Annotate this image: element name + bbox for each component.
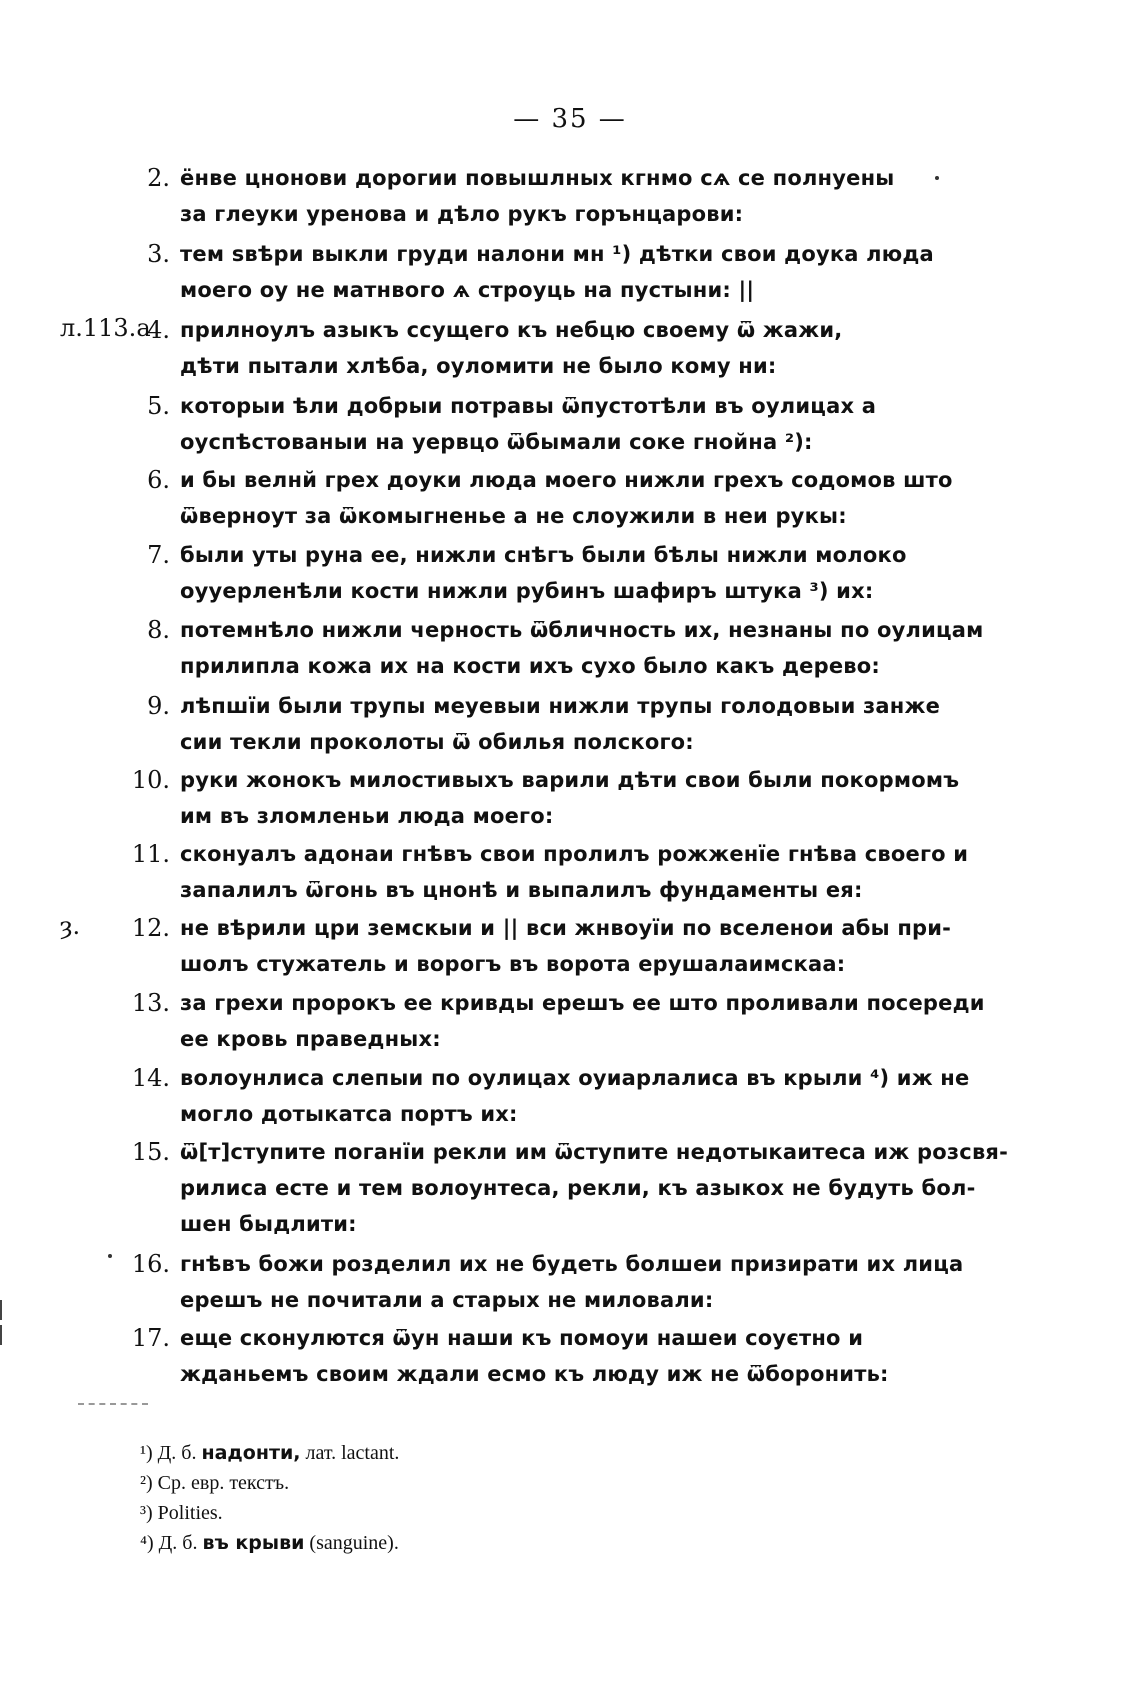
verse-line: ее кровь праведных: (180, 1027, 441, 1051)
verse-text (180, 388, 930, 460)
verse-line: могло дотыкатса портъ их: (180, 1102, 518, 1126)
verse (60, 1060, 970, 1132)
verse (60, 688, 941, 760)
verse-text (180, 762, 959, 834)
verse-line: прилноулъ азыкъ ссущего къ небцю своему ѿ жажи, (180, 318, 843, 342)
verse (60, 388, 930, 460)
verse-line: ѿ[т]ступите поганїи рекли им ѿступите недотыкаитеса иж розсвя- (180, 1140, 1009, 1164)
verse-line: потемнѣло нижли черность ѿбличность их, незнаны по оулицам (180, 618, 984, 642)
footnote-marker: ¹) (140, 1442, 153, 1464)
footnote-marker: ³) (140, 1502, 153, 1524)
verse-text (180, 1246, 963, 1318)
verse (60, 537, 930, 609)
verse-number: 6. (147, 466, 170, 494)
verse-text (180, 910, 951, 982)
verse-line: за глеуки уренова и дѣло рукъ горънцарови: (180, 202, 744, 226)
verse-number: 16. (131, 1250, 170, 1278)
verse-text (180, 236, 934, 308)
verse-line: руки жонокъ милостивыхъ варили дѣти свои были покормомъ (180, 768, 960, 792)
verse-number: 11. (131, 840, 170, 868)
verse-line: за грехи пророкъ ее кривды ерешъ ее што проливали посереди (180, 991, 985, 1015)
footnote (140, 1528, 840, 1558)
verse (60, 910, 952, 982)
verse-line: дѣти пытали хлѣба, оуломити не было кому ни: (180, 354, 777, 378)
verse-number: 4. (147, 316, 170, 344)
verse-number: 12. (131, 914, 170, 942)
verse-text (180, 985, 985, 1057)
verse-line: шолъ стужатель и ворогъ въ ворота ерушалаимскаа: (180, 952, 846, 976)
verse-text (180, 612, 984, 684)
verse-text (180, 1134, 1008, 1242)
verse-text (180, 537, 930, 609)
speck-mark (108, 1254, 112, 1258)
margin-note: ȝ. (60, 912, 81, 940)
verse (60, 462, 953, 534)
footnote-prefix: Д. б. (157, 1442, 197, 1464)
verse-line: сии текли проколоты ѿ обилья полского: (180, 730, 694, 754)
footnote-text: (sanguine). (309, 1532, 399, 1554)
verse-number: 17. (131, 1324, 170, 1352)
verse (60, 160, 930, 232)
verse-line: оуспѣстованыи на уервцо ѿбымали соке гнойна ²): (180, 430, 813, 454)
verse-line: им въ зломленьи люда моего: (180, 804, 554, 828)
verse-line: тем ѕвѣри выкли груди налони мн ¹) дѣтки свои доука люда (180, 242, 934, 266)
verse-line: ѿверноут за ѿкомыгненье а не слоужили в неи рукы: (180, 504, 847, 528)
verse-text (180, 312, 930, 384)
footnote-text: Ср. евр. текстъ. (157, 1472, 290, 1494)
verse (60, 1320, 930, 1392)
verse-text (180, 462, 953, 534)
verse-number: 14. (131, 1064, 170, 1092)
verse (60, 612, 984, 684)
verse-number: 9. (147, 692, 170, 720)
footnote-marker: ⁴) (140, 1532, 154, 1554)
speck-mark (935, 176, 939, 180)
edge-mark (0, 1325, 2, 1345)
footnote-separator (78, 1403, 148, 1405)
verse-line: жданьемъ своим ждали есмо къ люду иж не ѿборонить: (180, 1362, 889, 1386)
verse-line: оууерленѣли кости нижли рубинъ шафиръ штука ³) их: (180, 579, 874, 603)
verse (60, 762, 960, 834)
verse-line: еще сконулются ѿун наши къ помоуи нашеи соуєтно и (180, 1326, 864, 1350)
verse-line: лѣпшїи были трупы меуевыи нижли трупы голодовыи занже (180, 694, 941, 718)
verse-line: были уты руна ее, нижли снѣгъ были бѣлы нижли молоко (180, 543, 907, 567)
verse (60, 985, 985, 1057)
verse-line: шен быдлити: (180, 1212, 357, 1236)
footnotes (140, 1438, 840, 1558)
verse-number: 2. (147, 164, 170, 192)
edge-mark (0, 1300, 2, 1320)
verse-text (180, 160, 930, 232)
verse-line: не вѣрили цри земскыи и || вси жнвоуїи по вселенои абы при- (180, 916, 952, 940)
verse-line: ёнве цнонови дорогии повышлных кгнмо сѧ се полнуены (180, 166, 895, 190)
footnote-marker: ²) (140, 1472, 153, 1494)
verse-text (180, 688, 940, 760)
verse (60, 1246, 964, 1318)
footnote (140, 1468, 840, 1498)
verse-text (180, 1060, 969, 1132)
verse (60, 312, 930, 384)
footnote (140, 1438, 840, 1468)
verse-line: сконуалъ адонаи гнѣвъ свои пролилъ рожженїе гнѣва своего и (180, 842, 969, 866)
verse-number: 8. (147, 616, 170, 644)
verse-line: волоунлиса слепыи по оулицах оуиарлалиса въ крыли ⁴) иж не (180, 1066, 970, 1090)
verse-text (180, 1320, 930, 1392)
verse-line: которыи ѣли добрыи потравы ѿпустотѣли въ оулицах а (180, 394, 877, 418)
footnote-prefix: Д. б. (158, 1532, 198, 1554)
verse-line: гнѣвъ божи розделил их не будеть болшеи призирати их лица (180, 1252, 964, 1276)
verse-line: моего оу не матнвого ѧ строуць на пустыни: || (180, 278, 755, 302)
verse-number: 10. (131, 766, 170, 794)
verse-text (180, 836, 968, 908)
page-number: — 35 — (513, 104, 627, 134)
verse-number: 3. (147, 240, 170, 268)
verse-line: и бы велнй грех доуки люда моего нижли грехъ содомов што (180, 468, 953, 492)
verse-number: 7. (147, 541, 170, 569)
footnote-bold: надонти, (201, 1442, 301, 1464)
verse (60, 1134, 1009, 1242)
verse-number: 5. (147, 392, 170, 420)
verse (60, 836, 969, 908)
footnote-text: Polities. (157, 1502, 223, 1524)
verse (60, 236, 934, 308)
footnote-bold: въ крыви (202, 1532, 305, 1554)
verse-number: 15. (131, 1138, 170, 1166)
footnote-text: лат. lactant. (305, 1442, 400, 1464)
verse-line: рилиса есте и тем волоунтеса, рекли, къ азыкох не будуть бол- (180, 1176, 976, 1200)
margin-note: л.113.а (60, 314, 151, 342)
verse-line: прилипла кожа их на кости ихъ сухо было какъ дерево: (180, 654, 880, 678)
footnote (140, 1498, 840, 1528)
verse-line: ерешъ не почитали а старых не миловали: (180, 1288, 714, 1312)
verse-number: 13. (131, 989, 170, 1017)
verse-line: запалилъ ѿгонь въ цнонѣ и выпалилъ фундаменты ея: (180, 878, 863, 902)
